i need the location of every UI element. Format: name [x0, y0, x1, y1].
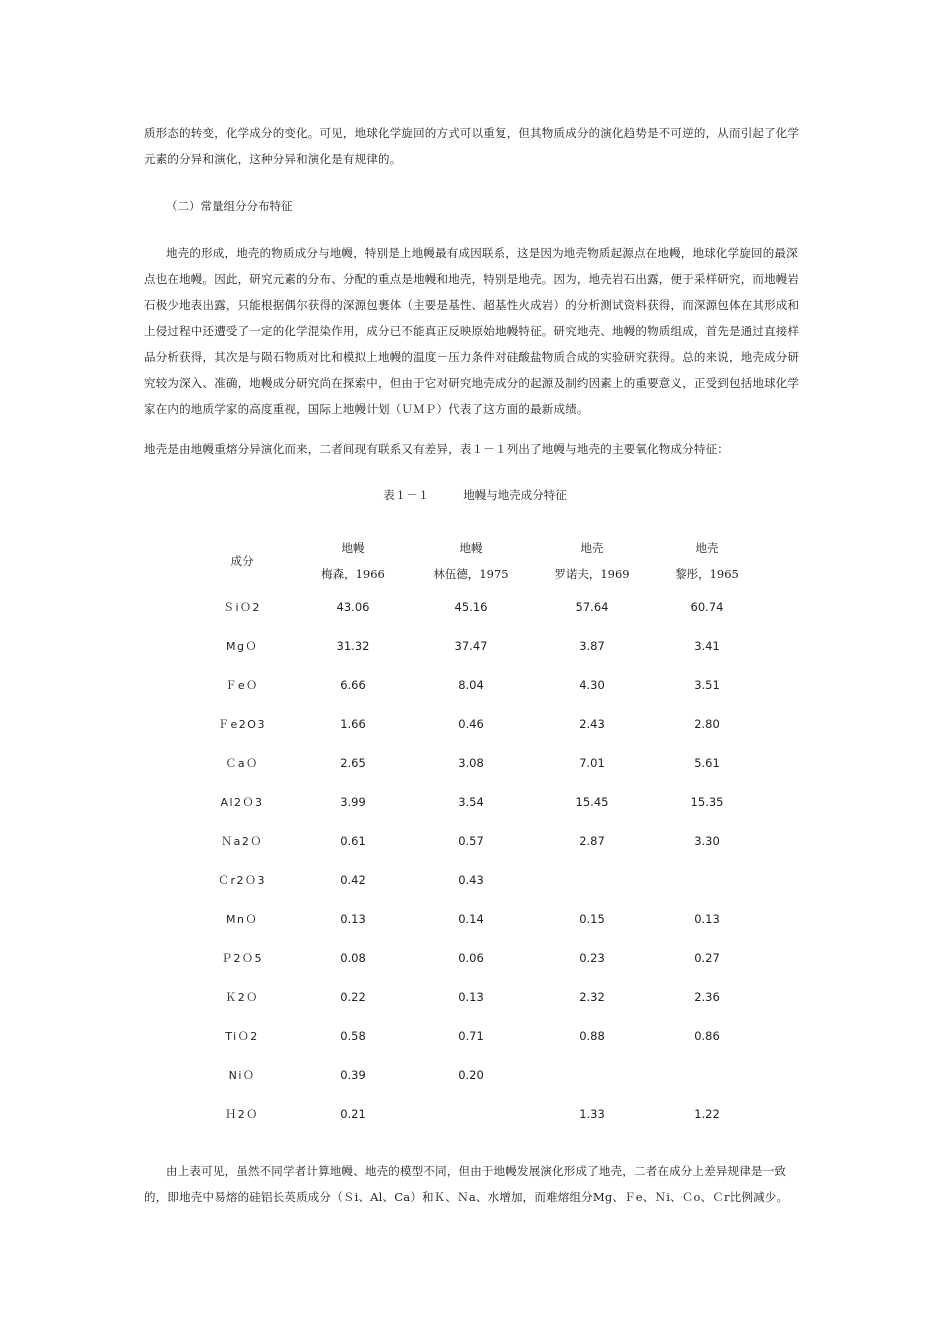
value-cell: 2.80 — [694, 716, 720, 731]
value-cell: 6.66 — [340, 677, 366, 692]
value-cell: 45.16 — [454, 599, 488, 614]
value-cell: 5.61 — [694, 755, 720, 770]
value-cell: 2.87 — [579, 833, 605, 848]
header-type: 地壳 — [695, 541, 719, 555]
paragraph-crust-mantle: 地壳的形成，地壳的物质成分与地幔，特别是上地幔最有成因联系，这是因为地壳物质起源点在地幔，地球化学旋回的最深点也在地幔。因此，研究元素的分布、分配的重点是地幔和地壳，特别是地壳。因为，地壳岩石出露，便于采样研究，而地幔岩石极少地表出露，只能根据偶尔获得的深源包裹体（主要是基性、超基性火成岩）的分析测试资料获得，而深源包体在其形成和上侵过程中还遭受了一定的化学混染作用，成分已不能真正反映原始地幔特征。研究地壳、地幔的物质组成，首先是通过直接样品分析获得，其次是与陨石物质对比和模拟上地幔的温度－压力条件对硅酸盐物质合成的实验研究获得。总的来说，地壳成分研究较为深入、准确，地幔成分研究尚在探索中，但由于它对研究地壳成分的起源及制约因素上的重要意义，正受到包括地球化学家在内的地质学家的高度重视，国际上地幔计划（ＵＭＰ）代表了这方面的最新成绩。 — [144, 246, 800, 416]
composition-table — [190, 535, 760, 1133]
header-type: 地幔 — [459, 541, 483, 555]
component-cell: ＳiＯ2 — [222, 600, 262, 614]
value-cell: 0.46 — [458, 716, 484, 731]
table-row — [190, 1016, 760, 1055]
table-row — [190, 821, 760, 860]
table-row — [190, 626, 760, 665]
value-cell: 8.04 — [458, 677, 484, 692]
table-caption-number: 表１－１ — [383, 488, 430, 502]
table-row — [190, 977, 760, 1016]
value-cell: 60.74 — [690, 599, 724, 614]
header-source: 林伍德，1975 — [433, 567, 509, 581]
value-cell — [654, 1055, 760, 1094]
value-cell: 0.13 — [694, 911, 720, 926]
value-cell: 0.23 — [579, 950, 605, 965]
paragraph-table-intro: 地壳是由地幔重熔分异演化而来，二者间现有联系又有差异，表１－１列出了地幔与地壳的主要氧化物成分特征： — [144, 442, 729, 456]
paragraph-intro: 质形态的转变，化学成分的变化。可见，地球化学旋回的方式可以重复，但其物质成分的演化趋势是不可逆的，从而引起了化学元素的分异和演化，这种分异和演化是有规律的。 — [144, 126, 800, 166]
table-caption-title: 地幔与地壳成分特征 — [463, 488, 567, 502]
value-cell — [530, 860, 654, 899]
table-body — [190, 587, 760, 1133]
value-cell — [412, 1094, 530, 1133]
component-cell: Ｈ2Ｏ — [225, 1107, 259, 1121]
component-cell: TiＯ2 — [225, 1029, 259, 1043]
component-cell: MgＯ — [226, 639, 258, 653]
value-cell: 31.32 — [336, 638, 370, 653]
paragraph-conclusion: 由上表可见，虽然不同学者计算地幔、地壳的模型不同，但由于地幔发展演化形成了地壳，二者在成分上差异规律是一致的，即地壳中易熔的硅铝长英质成分（Ｓi、Al、Ca）和Ｋ、Ｎa、水增加，而难熔组分Mg、Ｆe、Ｎi、Ｃo、Ｃr比例减少。 — [144, 1164, 789, 1204]
section-heading: （二）常量组分分布特征 — [166, 199, 293, 213]
table-caption — [0, 482, 950, 508]
value-cell: 0.20 — [458, 1067, 484, 1082]
value-cell: 0.61 — [340, 833, 366, 848]
table-row — [190, 860, 760, 899]
value-cell: 2.43 — [579, 716, 605, 731]
table-row — [190, 665, 760, 704]
value-cell: 1.66 — [340, 716, 366, 731]
value-cell: 57.64 — [575, 599, 609, 614]
value-cell: 0.21 — [340, 1106, 366, 1121]
header-source: 罗诺夫，1969 — [554, 567, 630, 581]
value-cell: 0.42 — [340, 872, 366, 887]
value-cell: 0.57 — [458, 833, 484, 848]
value-cell — [654, 860, 760, 899]
header-type: 地幔 — [341, 541, 365, 555]
value-cell: 0.15 — [579, 911, 605, 926]
value-cell: 0.08 — [340, 950, 366, 965]
component-cell: Ｐ2Ｏ5 — [221, 951, 263, 965]
value-cell: 0.14 — [458, 911, 484, 926]
table-row — [190, 743, 760, 782]
component-cell: ＦeＯ — [225, 678, 259, 692]
value-cell: 3.30 — [694, 833, 720, 848]
value-cell: 0.06 — [458, 950, 484, 965]
component-cell: Ｆe2O3 — [218, 717, 266, 731]
table-row — [190, 587, 760, 626]
value-cell: 0.71 — [458, 1028, 484, 1043]
table-row — [190, 938, 760, 977]
table-row — [190, 1094, 760, 1133]
value-cell: 0.86 — [694, 1028, 720, 1043]
component-cell: Ｃr2Ｏ3 — [217, 873, 267, 887]
value-cell — [530, 1055, 654, 1094]
component-cell: ＣaＯ — [225, 756, 259, 770]
table-header-row — [190, 535, 760, 561]
value-cell: 3.99 — [340, 794, 366, 809]
value-cell: 15.45 — [575, 794, 609, 809]
value-cell: 43.06 — [336, 599, 370, 614]
value-cell: 0.58 — [340, 1028, 366, 1043]
value-cell: 1.33 — [579, 1106, 605, 1121]
value-cell: 0.13 — [458, 989, 484, 1004]
header-type: 地壳 — [580, 541, 604, 555]
component-cell: MnＯ — [226, 912, 258, 926]
value-cell: 3.87 — [579, 638, 605, 653]
header-source: 梅森，1966 — [321, 567, 385, 581]
table-row — [190, 1055, 760, 1094]
component-cell: Ｋ2Ｏ — [225, 990, 259, 1004]
value-cell: 37.47 — [454, 638, 488, 653]
value-cell: 3.41 — [694, 638, 720, 653]
value-cell: 1.22 — [694, 1106, 720, 1121]
component-cell: Al2Ｏ3 — [220, 795, 264, 809]
value-cell: 7.01 — [579, 755, 605, 770]
table-row — [190, 899, 760, 938]
value-cell: 0.27 — [694, 950, 720, 965]
header-source: 黎彤，1965 — [675, 567, 739, 581]
value-cell: 4.30 — [579, 677, 605, 692]
value-cell: 2.65 — [340, 755, 366, 770]
table-row — [190, 782, 760, 821]
value-cell: 0.88 — [579, 1028, 605, 1043]
value-cell: 0.43 — [458, 872, 484, 887]
value-cell: 0.22 — [340, 989, 366, 1004]
value-cell: 0.39 — [340, 1067, 366, 1082]
value-cell: 2.32 — [579, 989, 605, 1004]
value-cell: 3.54 — [458, 794, 484, 809]
value-cell: 3.51 — [694, 677, 720, 692]
table-row — [190, 704, 760, 743]
value-cell: 15.35 — [690, 794, 724, 809]
value-cell: 3.08 — [458, 755, 484, 770]
value-cell: 2.36 — [694, 989, 720, 1004]
component-cell: NiＯ — [228, 1068, 256, 1082]
header-component: 成分 — [230, 554, 254, 568]
value-cell: 0.13 — [340, 911, 366, 926]
component-cell: Ｎa2Ｏ — [221, 834, 263, 848]
